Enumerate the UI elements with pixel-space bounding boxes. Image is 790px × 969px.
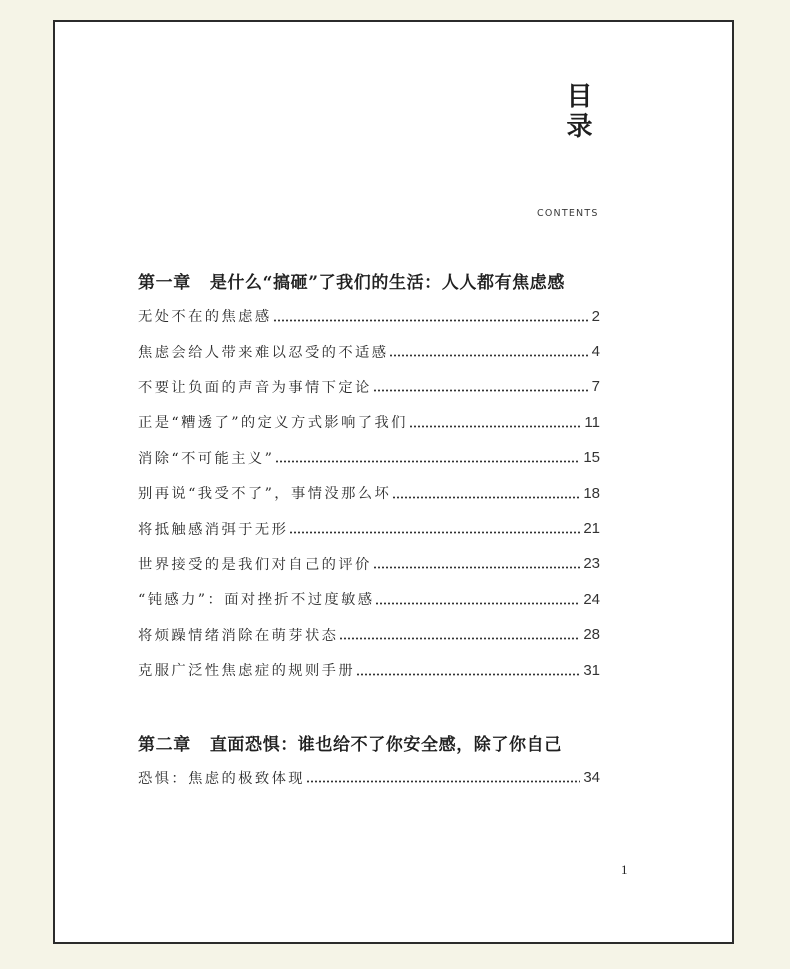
toc-entry-page: 23 [583,555,600,573]
toc-entry [138,440,600,475]
toc-entry-title: 不要让负面的声音为事情下定论 [138,379,372,396]
toc-entry-page: 4 [591,343,600,361]
toc-entry-page: 11 [584,413,600,431]
toc-entry-title: “钝感力”：面对挫折不过度敏感 [138,592,375,609]
toc-entry [138,582,600,617]
chapter-heading [138,724,600,761]
toc-entry [138,299,600,334]
toc-entry-page: 34 [583,769,600,787]
table-of-contents [138,262,600,796]
chapter-title: 是什么“搞砸”了我们的生活：人人都有焦虑感 [209,272,565,293]
toc-entry-title: 别再说“我受不了”，事情没那么坏 [138,486,392,503]
chapter-2 [138,724,600,796]
chapter-title: 直面恐惧：谁也给不了你安全感，除了你自己 [209,734,562,755]
toc-entry-page: 24 [583,590,600,608]
toc-entry-title: 将抵触感消弭于无形 [138,521,289,538]
toc-entry [138,652,600,687]
toc-entry [138,405,600,440]
toc-entry-title: 恐惧：焦虑的极致体现 [138,770,305,787]
toc-entry-page: 21 [583,520,600,538]
toc-entry [138,369,600,404]
toc-entry [138,334,600,369]
toc-entry-title: 世界接受的是我们对自己的评价 [138,556,372,573]
toc-entry-title: 克服广泛性焦虑症的规则手册 [138,663,356,680]
toc-entry-page: 7 [591,378,600,396]
toc-title: 目录 [562,82,592,142]
chapter-label: 第一章 [138,272,191,293]
toc-entry-page: 31 [583,661,600,679]
toc-entry-page: 28 [583,626,600,644]
dot-leader [273,319,589,322]
book-page [53,20,734,944]
toc-entry [138,617,600,652]
toc-subtitle: CONTENTS [537,208,599,219]
toc-entry-title: 正是“糟透了”的定义方式影响了我们 [138,415,408,432]
dot-leader [275,460,580,463]
dot-leader [289,531,580,534]
chapter-heading [138,262,600,299]
dot-leader [389,354,588,357]
dot-leader [356,673,580,676]
toc-entry-page: 15 [583,449,600,467]
toc-entry-page: 2 [591,307,600,325]
chapter-1 [138,262,600,688]
chapter-label: 第二章 [138,734,191,755]
toc-entry [138,760,600,795]
dot-leader [409,425,582,428]
dot-leader [375,602,580,605]
dot-leader [392,496,580,499]
toc-entry [138,511,600,546]
dot-leader [306,780,580,783]
page-number: 1 [621,862,628,877]
toc-entry-title: 消除“不可能主义” [138,450,275,467]
dot-leader [373,389,589,392]
dot-leader [339,637,580,640]
toc-entry-title: 将烦躁情绪消除在萌芽状态 [138,627,339,644]
toc-entry-title: 无处不在的焦虑感 [138,309,272,326]
toc-entry [138,546,600,581]
toc-entry-title: 焦虑会给人带来难以忍受的不适感 [138,344,389,361]
dot-leader [373,566,581,569]
toc-entry-page: 18 [583,484,600,502]
toc-entry [138,475,600,510]
